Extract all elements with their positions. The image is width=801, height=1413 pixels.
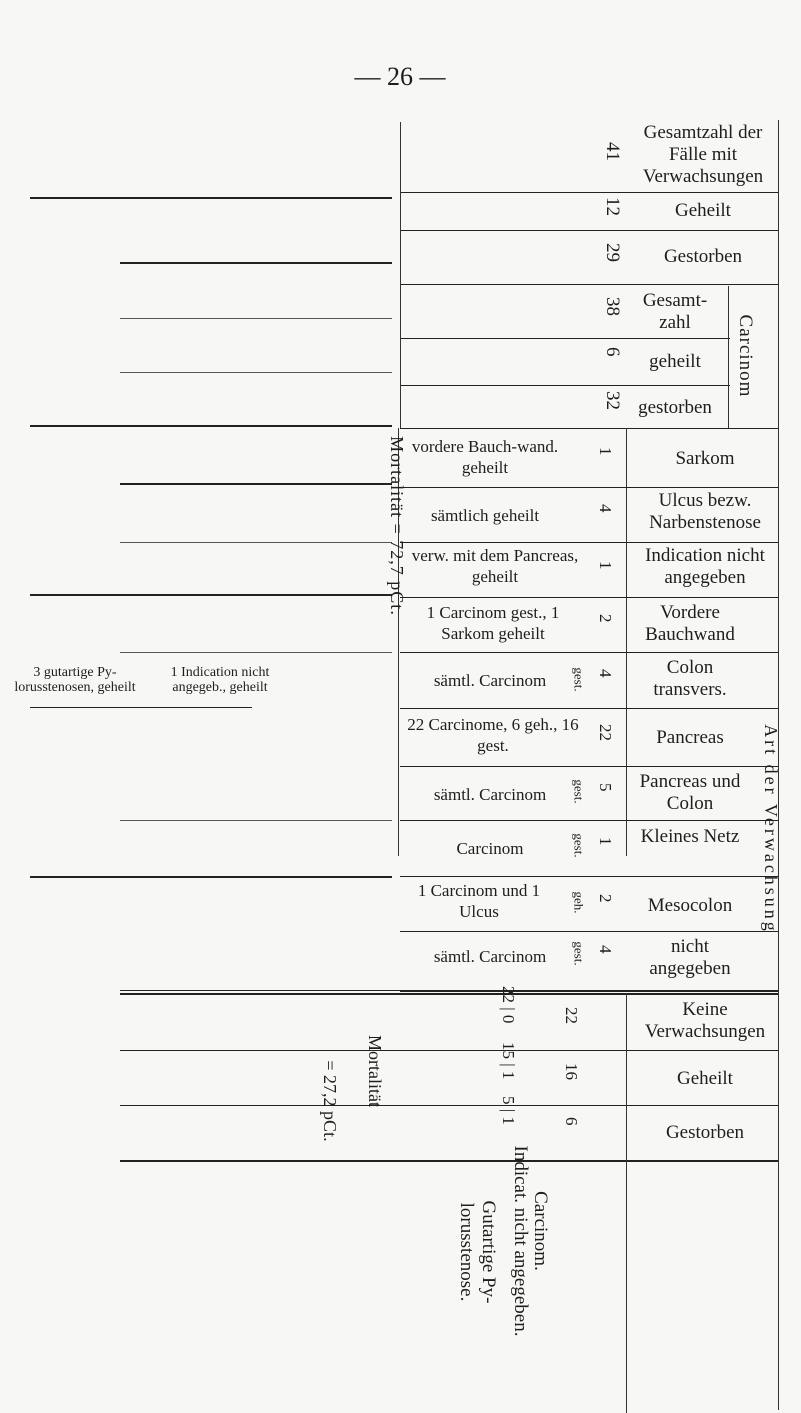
benign-note: 3 gutartige Py-lorusstenosen, geheilt [14, 665, 136, 695]
bottom-divider [626, 993, 627, 1413]
row-sep-3 [400, 597, 778, 598]
row-type: Mesocolon [647, 895, 733, 916]
header-carcinoma-healed: geheilt [649, 351, 701, 372]
row-sep-7 [400, 820, 778, 821]
left-sep-a [120, 483, 392, 485]
carcinoma-bracket [728, 286, 729, 428]
art-der-verwachsung-label: Art der Verwachsung [761, 724, 781, 934]
row-count: 1 [596, 837, 615, 846]
mortality-top: Mortalität = 72,7 pCt. [387, 436, 407, 616]
left-sep-b [120, 542, 392, 543]
row-sep-2 [400, 542, 778, 543]
footer-label-benign: Gutartige Py-lorusstenose. [456, 1200, 499, 1304]
header-carcinoma-died: gestorben [638, 397, 712, 418]
rule-bottom-2 [120, 1105, 778, 1106]
left-sep-f [120, 820, 392, 821]
rule-top-1 [400, 192, 778, 193]
left-sep-e [30, 707, 252, 708]
rule-top-4 [400, 338, 730, 339]
row-note: Carcinom [456, 839, 524, 858]
row-count: 2 [596, 894, 615, 903]
left-sep-g [30, 876, 392, 878]
row-note: 1 Carcinom und 1 Ulcus [417, 881, 541, 921]
bottom-split: 15 | 1 [499, 1042, 518, 1080]
row-note: sämtl. Carcinom [433, 785, 547, 804]
row-type: Sarkom [675, 448, 735, 469]
rule-bottom-1 [120, 1050, 778, 1051]
col-divider-type [626, 428, 627, 856]
row-type: Indication nicht angegeben [645, 545, 765, 588]
page-number: — 26 — [354, 62, 446, 91]
bottom-label: Gestorben [665, 1122, 745, 1143]
row-sep-5 [400, 708, 778, 709]
row-type: Pancreas [656, 727, 724, 748]
row-type: Kleines Netz [640, 826, 740, 847]
value-healed: 12 [602, 197, 623, 216]
row-type: Pancreas und Colon [639, 771, 741, 814]
rule-top-2 [400, 230, 778, 231]
rule-bottom-top [120, 993, 778, 995]
header-carcinoma-group: Carcinom [735, 314, 756, 398]
rule-top-3 [400, 284, 778, 285]
footer-label-indication: Indicat. nicht angegeben. [510, 1145, 531, 1337]
bottom-label: Geheilt [677, 1068, 733, 1089]
header-total-adhesions: Gesamtzahl der Fälle mit Verwachsungen [642, 122, 764, 187]
row-sep-8 [400, 876, 778, 877]
left-sep-d [120, 652, 392, 653]
rule-left-2 [120, 262, 392, 264]
row-count: 1 [596, 447, 615, 456]
row-note: sämtl. Carcinom [433, 947, 547, 966]
rule-mid-bottom [400, 990, 778, 992]
row-note: 22 Carcinome, 6 geh., 16 gest. [407, 715, 579, 755]
bottom-split: 5 | 1 [499, 1096, 518, 1125]
bottom-total: 22 [562, 1007, 581, 1024]
value-carcinoma-died: 32 [602, 391, 623, 410]
row-rot-label: gest. [571, 667, 587, 692]
left-sep-c [30, 594, 392, 596]
rule-mid-bottom-left [120, 990, 400, 991]
footer-label-carcinoma: Carcinom. [530, 1191, 551, 1271]
row-sep-9 [400, 931, 778, 932]
value-died: 29 [602, 243, 623, 262]
row-count: 4 [596, 945, 615, 954]
row-note: 1 Carcinom gest., 1 Sarkom geheilt [426, 603, 560, 643]
bottom-split: 22 | 0 [499, 986, 518, 1024]
mortality-bottom-label: Mortalität [365, 1035, 385, 1107]
row-sep-4 [400, 652, 778, 653]
row-note: vordere Bauch-wand. geheilt [411, 437, 559, 477]
row-count: 1 [596, 561, 615, 570]
header-carcinoma-total: Gesamt-zahl [642, 290, 708, 333]
header-died: Gestorben [663, 246, 743, 267]
row-rot-label: gest. [571, 941, 587, 966]
mortality-bottom-value: = 27,2 pCt. [320, 1060, 340, 1142]
rule-left-5 [30, 425, 392, 427]
row-note: verw. mit dem Pancreas, geheilt [411, 546, 579, 586]
row-sep-1 [400, 487, 778, 488]
row-note: sämtlich geheilt [430, 506, 540, 525]
row-count: 2 [596, 614, 615, 623]
rule-top-5 [400, 385, 730, 386]
row-count: 4 [596, 669, 615, 678]
row-rot-label: gest. [571, 779, 587, 804]
rule-left-3 [120, 318, 392, 319]
row-count: 5 [596, 783, 615, 792]
row-rot-label: gest. [571, 833, 587, 858]
rule-top-6 [400, 428, 778, 429]
bottom-label: Keine Verwachsungen [644, 999, 766, 1042]
indication-note: 1 Indication nicht angegeb., geheilt [170, 665, 270, 695]
row-sep-6 [400, 766, 778, 767]
value-carcinoma-total: 38 [602, 297, 623, 316]
rule-left-4 [120, 372, 392, 373]
row-count: 22 [596, 724, 615, 741]
row-type: Ulcus bezw. Narbenstenose [649, 490, 761, 533]
bottom-total: 6 [562, 1117, 581, 1126]
rule-bottom-3 [120, 1160, 778, 1162]
row-type: Colon transvers. [653, 657, 727, 700]
row-note: sämtl. Carcinom [433, 671, 547, 690]
row-type: nicht angegeben [649, 936, 731, 979]
row-count: 4 [596, 504, 615, 513]
row-type: Vordere Bauchwand [645, 602, 735, 645]
value-total-adhesions: 41 [602, 142, 623, 161]
rule-left-1 [30, 197, 392, 199]
row-rot-label: geh. [571, 891, 587, 914]
header-healed: Geheilt [675, 200, 731, 221]
value-carcinoma-healed: 6 [602, 347, 623, 357]
bottom-total: 16 [562, 1063, 581, 1080]
